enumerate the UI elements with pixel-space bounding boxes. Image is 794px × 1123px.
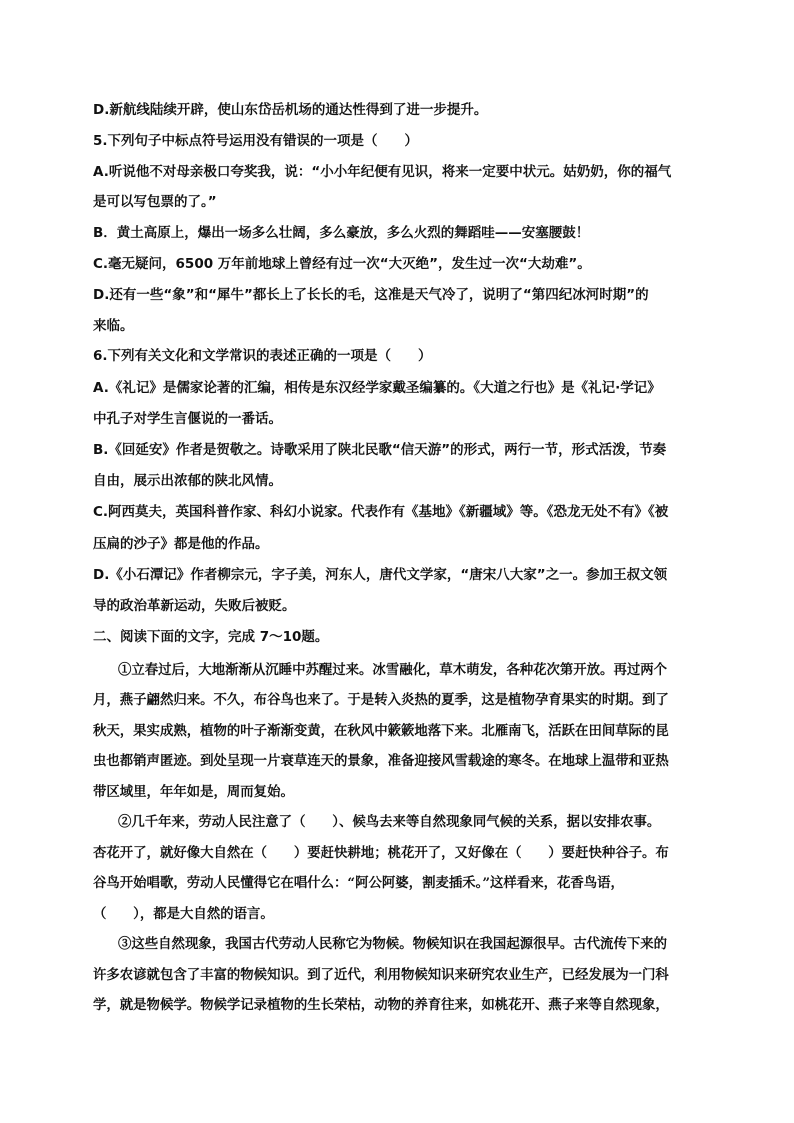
passage-line: 月，燕子翩然归来。不久，布谷鸟也来了。于是转入炎热的夏季，这是植物孕育果实的时期。到了 (93, 692, 669, 709)
reading-passage (93, 655, 705, 1021)
question-6 (93, 341, 705, 622)
passage-line: ①立春过后，大地渐渐从沉睡中苏醒过来。冰雪融化，草木萌发，各种花次第开放。再过两个 (118, 661, 668, 678)
question-5-option-b: B．黄土高原上，爆出一场多么壮阔，多么豪放，多么火烈的舞蹈哇——安塞腰鼓！ (93, 225, 590, 242)
passage-paragraph-1 (93, 655, 705, 808)
question-5-option-d: D.还有一些“象”和“犀牛”都长上了长长的毛，这准是天气冷了，说明了“第四纪冰河时期”的 (93, 286, 649, 303)
passage-paragraph-2 (93, 807, 705, 929)
passage-line: 虫也都销声匿迹。到处呈现一片衰草连天的景象，准备迎接风雪载途的寒冬。在地球上温带和亚热 (93, 753, 669, 770)
question-6-stem: 6.下列有关文化和文学常识的表述正确的一项是（ ） (93, 348, 432, 365)
passage-line: 杏花开了，就好像大自然在（ ）要赶快耕地；桃花开了，又好像在（ ）要赶快种谷子。布 (93, 844, 669, 861)
passage-line: ③这些自然现象，我国古代劳动人民称它为物候。物候知识在我国起源很早。古代流传下来的 (118, 936, 668, 953)
question-5-option-a: A.听说他不对母亲极口夸奖我，说：“小小年纪便有见识，将来一定要中状元。姑奶奶，你的福气 (93, 163, 672, 180)
passage-line: 学，就是物候学。物候学记录植物的生长荣枯，动物的养育往来，如桃花开、燕子来等自然现象， (93, 997, 669, 1014)
question-6-option-d: D.《小石潭记》作者柳宗元，字子美，河东人，唐代文学家，“唐宋八大家”之一。参加王叔文领 (93, 566, 668, 583)
question-6-option-a: A.《礼记》是儒家论著的汇编，相传是东汉经学家戴圣编纂的。《大道之行也》是《礼记·学记》 (93, 379, 661, 396)
passage-line: 带区域里，年年如是，周而复始。 (93, 783, 294, 800)
question-6-option-d-cont: 导的政治革新运动，失败后被贬。 (93, 597, 296, 614)
question-5-option-d-cont: 来临。 (93, 317, 134, 334)
document-content (93, 95, 705, 1021)
question-6-option-a-cont: 中孔子对学生言偃说的一番话。 (93, 410, 282, 427)
question-5-option-c: C.毫无疑问，6500 万年前地球上曾经有过一次“大灭绝”，发生过一次“大劫难”。 (93, 255, 591, 272)
question-6-option-b: B.《回延安》作者是贺敬之。诗歌采用了陕北民歌“信天游”的形式，两行一节，形式活泼，节奏 (93, 441, 667, 458)
passage-line: 谷鸟开始唱歌，劳动人民懂得它在唱什么：“阿公阿婆，割麦插禾。”这样看来，花香鸟语， (93, 875, 624, 892)
passage-line: 秋天，果实成熟，植物的叶子渐渐变黄，在秋风中簌簌地落下来。北雁南飞，活跃在田间草际的昆 (93, 722, 669, 739)
passage-line: 许多农谚就包含了丰富的物候知识。到了近代，利用物候知识来研究农业生产，已经发展为一门科 (93, 966, 669, 983)
question-5-stem: 5.下列句子中标点符号运用没有错误的一项是（ ） (93, 132, 419, 149)
passage-paragraph-3 (93, 929, 705, 1021)
question-5-option-a-cont: 是可以写包票的了。” (93, 194, 217, 211)
question-6-option-c: C.阿西莫夫，英国科普作家、科幻小说家。代表作有《基地》《新疆域》等。《恐龙无处不有》《被 (93, 504, 669, 521)
question-4-option-d: D.新航线陆续开辟，使山东岱岳机场的通达性得到了进一步提升。 (93, 102, 488, 118)
question-6-option-c-cont: 压扁的沙子》都是他的作品。 (93, 535, 269, 552)
section-2-heading: 二、阅读下面的文字，完成 7～10题。 (93, 629, 329, 646)
question-6-option-b-cont: 自由，展示出浓郁的陕北风情。 (93, 473, 282, 490)
passage-line: （ ），都是大自然的语言。 (93, 905, 274, 922)
passage-line: ②几千年来，劳动人民注意了（ ）、候鸟去来等自然现象同气候的关系，据以安排农事。 (118, 814, 661, 831)
question-5 (93, 126, 705, 342)
